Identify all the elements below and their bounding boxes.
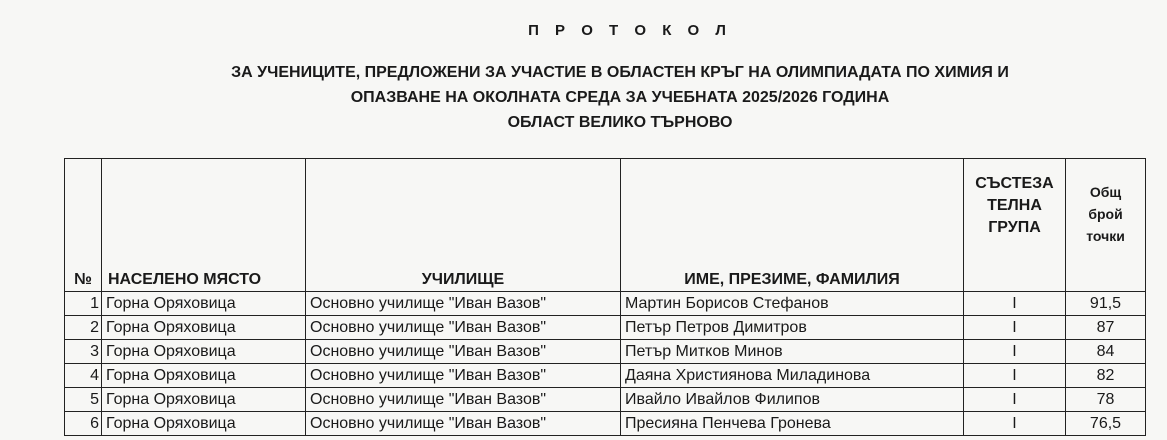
- cell-points: 78: [1066, 388, 1146, 412]
- cell-group: I: [964, 364, 1066, 388]
- cell-name: Петър Петров Димитров: [621, 316, 964, 340]
- document-title: П Р О Т О К О Л: [528, 22, 732, 39]
- table-row: [65, 292, 1146, 316]
- cell-number: 3: [65, 340, 102, 364]
- cell-group: I: [964, 412, 1066, 436]
- cell-place: Горна Оряховица: [102, 364, 306, 388]
- document-subtitle-line-1: ЗА УЧЕНИЦИТЕ, ПРЕДЛОЖЕНИ ЗА УЧАСТИЕ В ОБЛАСТЕН КРЪГ НА ОЛИМПИАДАТА ПО ХИМИЯ И: [231, 64, 1009, 81]
- header-place: НАСЕЛЕНО МЯСТО: [102, 159, 306, 292]
- cell-points: 91,5: [1066, 292, 1146, 316]
- cell-name: Пресияна Пенчева Гронева: [621, 412, 964, 436]
- table-body: [65, 292, 1146, 436]
- cell-place: Горна Оряховица: [102, 292, 306, 316]
- header-name: ИМЕ, ПРЕЗИМЕ, ФАМИЛИЯ: [621, 159, 964, 292]
- cell-place: Горна Оряховица: [102, 388, 306, 412]
- cell-points: 82: [1066, 364, 1146, 388]
- header-school: УЧИЛИЩЕ: [306, 159, 621, 292]
- cell-number: 1: [65, 292, 102, 316]
- table-row: [65, 340, 1146, 364]
- cell-group: I: [964, 316, 1066, 340]
- table-row: [65, 316, 1146, 340]
- header-group-line-1: СЪСТЕЗА: [975, 175, 1054, 192]
- table-row: [65, 412, 1146, 436]
- cell-group: I: [964, 388, 1066, 412]
- cell-points: 87: [1066, 316, 1146, 340]
- header-points: [1066, 159, 1146, 292]
- header-number: №: [65, 159, 102, 292]
- cell-number: 5: [65, 388, 102, 412]
- cell-school: Основно училище "Иван Вазов": [306, 316, 621, 340]
- cell-number: 4: [65, 364, 102, 388]
- cell-name: Ивайло Ивайлов Филипов: [621, 388, 964, 412]
- cell-school: Основно училище "Иван Вазов": [306, 364, 621, 388]
- cell-number: 6: [65, 412, 102, 436]
- cell-school: Основно училище "Иван Вазов": [306, 388, 621, 412]
- document-subtitle-line-3: ОБЛАСТ ВЕЛИКО ТЪРНОВО: [507, 114, 733, 131]
- cell-name: Петър Митков Минов: [621, 340, 964, 364]
- table-row: [65, 388, 1146, 412]
- cell-group: I: [964, 340, 1066, 364]
- cell-points: 76,5: [1066, 412, 1146, 436]
- cell-place: Горна Оряховица: [102, 316, 306, 340]
- cell-name: Даяна Християнова Миладинова: [621, 364, 964, 388]
- cell-place: Горна Оряховица: [102, 340, 306, 364]
- cell-school: Основно училище "Иван Вазов": [306, 340, 621, 364]
- cell-school: Основно училище "Иван Вазов": [306, 412, 621, 436]
- cell-school: Основно училище "Иван Вазов": [306, 292, 621, 316]
- header-group-line-2: ТЕЛНА: [987, 197, 1042, 214]
- header-points-line-3: точки: [1086, 228, 1125, 244]
- cell-points: 84: [1066, 340, 1146, 364]
- header-points-line-1: Общ: [1089, 184, 1122, 200]
- header-row: [65, 159, 1146, 292]
- document-subtitle-line-2: ОПАЗВАНЕ НА ОКОЛНАТА СРЕДА ЗА УЧЕБНАТА 2025/2026 ГОДИНА: [350, 89, 890, 106]
- cell-number: 2: [65, 316, 102, 340]
- cell-group: I: [964, 292, 1066, 316]
- header-group-line-3: ГРУПА: [988, 219, 1041, 236]
- header-points-line-2: брой: [1088, 206, 1123, 222]
- cell-place: Горна Оряховица: [102, 412, 306, 436]
- table-header: [65, 159, 1146, 292]
- cell-name: Мартин Борисов Стефанов: [621, 292, 964, 316]
- table-row: [65, 364, 1146, 388]
- results-table: [64, 158, 1146, 436]
- header-group: [964, 159, 1066, 292]
